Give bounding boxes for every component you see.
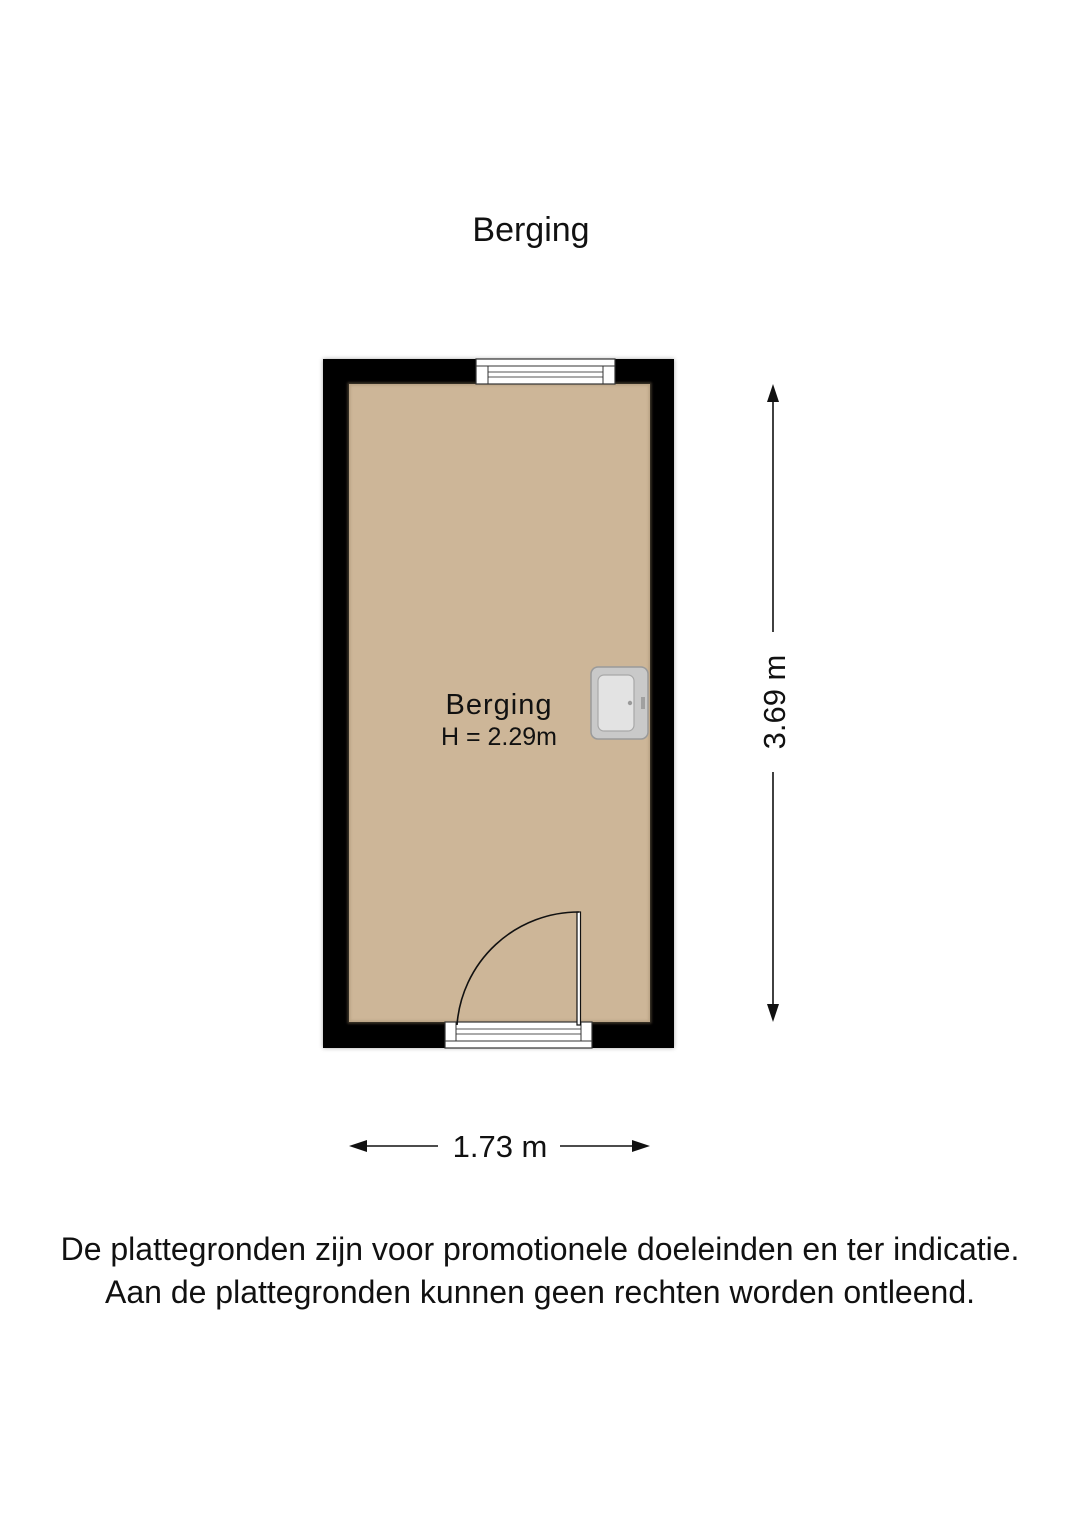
width-dimension-label: 1.73 m (452, 1129, 548, 1164)
floor-title: Berging (472, 211, 590, 249)
disclaimer-line: De plattegronden zijn voor promotionele doeleinden en ter indicatie. (60, 1231, 1020, 1267)
disclaimer-line: Aan de plattegronden kunnen geen rechten worden ontleend. (104, 1274, 975, 1310)
sink-icon (591, 667, 648, 739)
room-name-label: Berging (445, 689, 553, 721)
window-icon (476, 359, 615, 384)
disclaimer (0, 1228, 1080, 1314)
room-height-label: H = 2.29m (440, 723, 558, 751)
length-dimension-label: 3.69 m (757, 654, 792, 750)
